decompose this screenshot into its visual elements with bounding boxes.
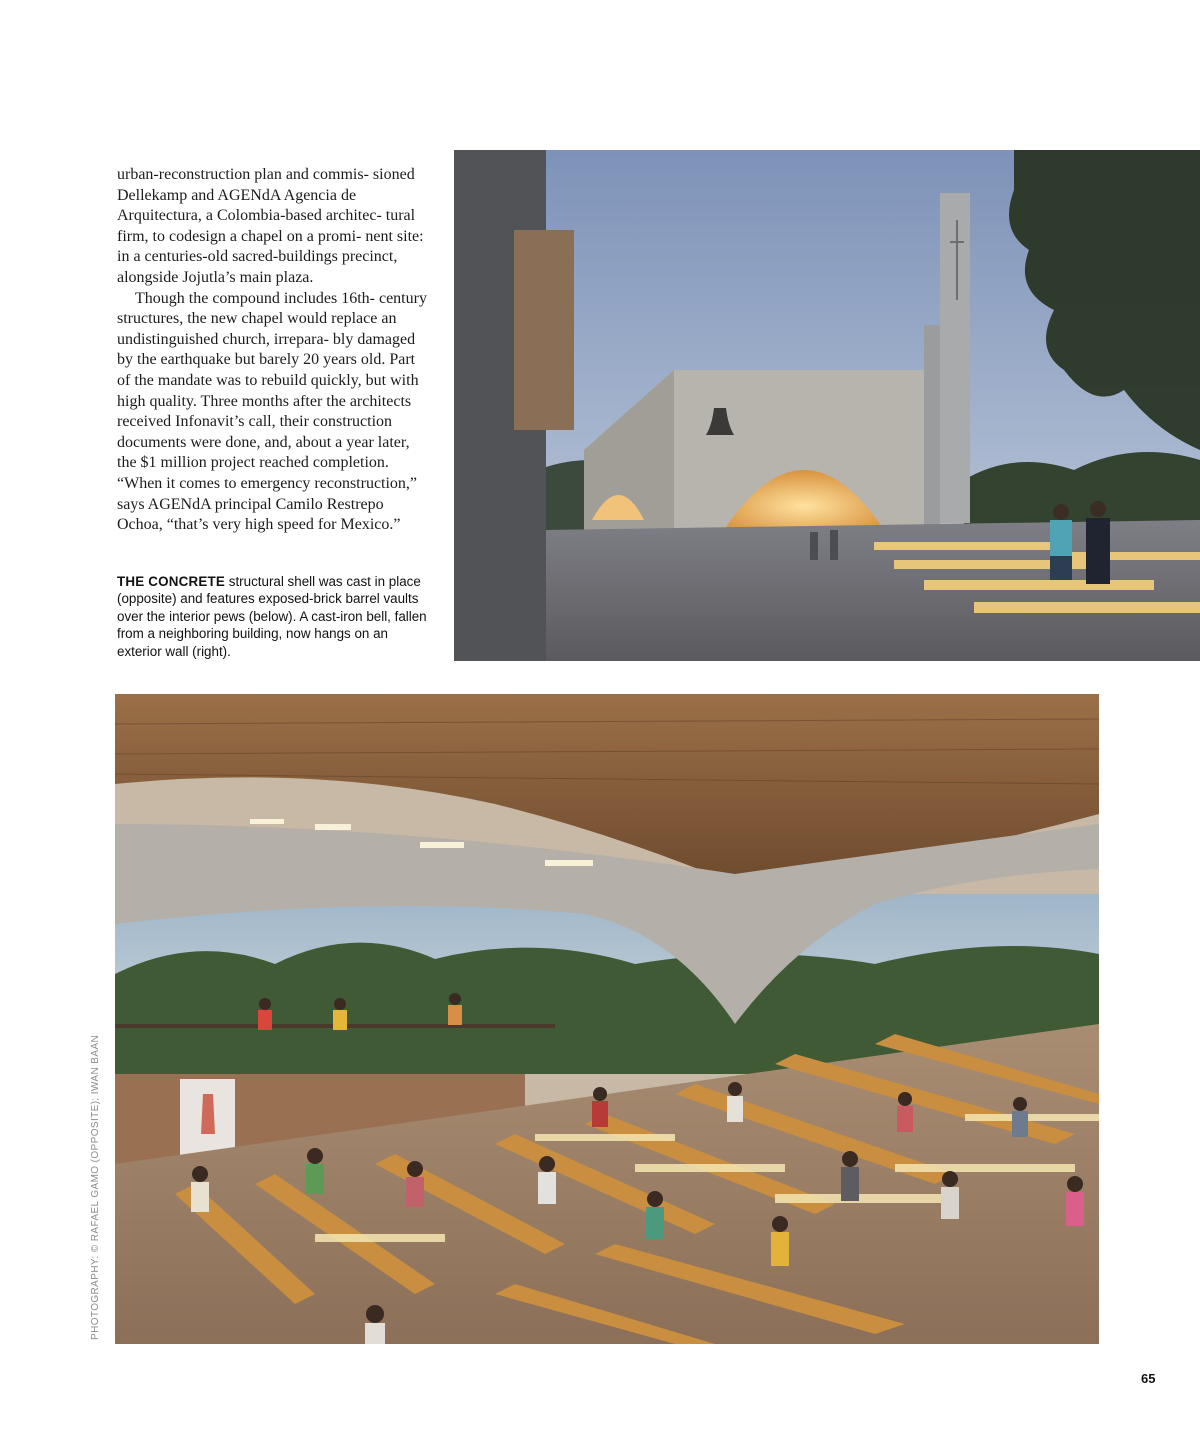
exterior-photo-illustration bbox=[454, 150, 1200, 661]
interior-pews-photo bbox=[115, 694, 1099, 1344]
interior-photo-illustration bbox=[115, 694, 1099, 1344]
caption-lead-in: THE CONCRETE bbox=[117, 574, 226, 589]
exterior-chapel-photo bbox=[454, 150, 1200, 661]
caption-text: structural shell was cast in place (opposite) and features exposed-brick barrel vaults over the interior pews (below). A cast-iron bell, fallen from a neighboring building, now hangs on an exterior wall (right). bbox=[117, 574, 427, 659]
article-paragraph: urban-reconstruction plan and commis- sioned Dellekamp and AGENdA Agencia de Arquitectura, a Colombia-based architec- tural firm, to codesign a chapel on a promi- nent site: in a centuries-old sacred-buildings precinct, alongside Jojutla’s main plaza. bbox=[117, 166, 424, 286]
photo-caption bbox=[117, 573, 435, 660]
photo-credit: PHOTOGRAPHY: © RAFAEL GAMO (OPPOSITE); IWAN BAAN bbox=[90, 1034, 101, 1340]
article-paragraph: Though the compound includes 16th- century structures, the new chapel would replace an undistinguished church, irrepara- bly damaged by the earthquake but barely 20 years old. Part of the mandate was to rebuild quickly, but with high quality. Three months after the architects received Infonavit’s call, their construction documents were done, and, about a year later, the $1 million project reached completion. “When it comes to emergency reconstruction,” says AGENdA principal Camilo Restrepo Ochoa, “that’s very high speed for Mexico.” bbox=[117, 289, 427, 534]
page-number: 65 bbox=[1141, 1371, 1156, 1386]
article-body bbox=[117, 165, 427, 536]
